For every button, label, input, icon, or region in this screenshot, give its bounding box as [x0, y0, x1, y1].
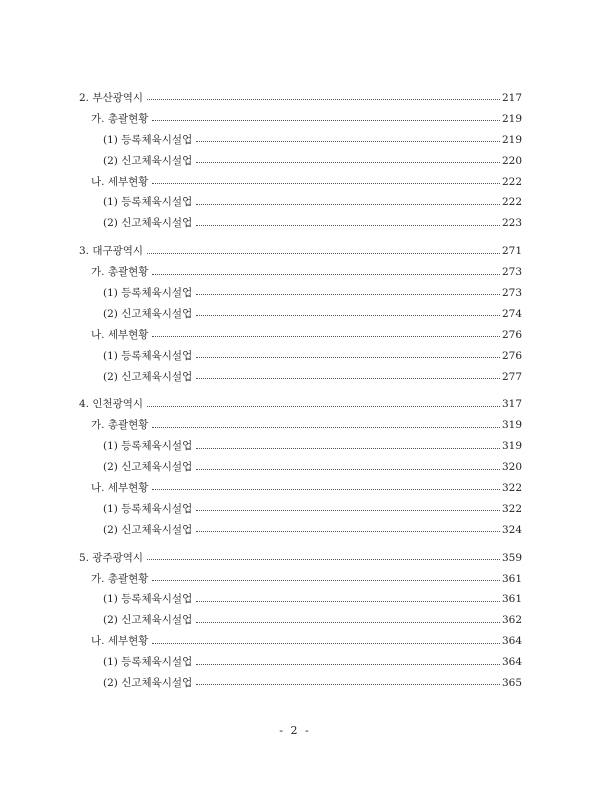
dot-leader: [196, 621, 500, 623]
toc-entry-item-page-number: 274: [502, 307, 523, 320]
toc-entry-item-label: (2) 신고체육시설업: [103, 154, 193, 167]
dot-leader: [196, 356, 500, 358]
dot-leader: [152, 335, 500, 337]
toc-entry-section-page-number: 317: [502, 398, 523, 411]
toc-entry-item-label: (1) 등록체육시설업: [103, 593, 193, 606]
toc-section: [0, 241, 590, 387]
toc-entry-section-label: 4. 인천광역시: [79, 398, 144, 411]
toc-entry-subsection-label: 나. 세부현황: [91, 328, 149, 341]
toc-entry-subsection-label: 나. 세부현황: [91, 482, 149, 495]
toc-entry-section[interactable]: [0, 394, 590, 415]
dot-leader: [196, 161, 500, 163]
toc-entry-subsection[interactable]: [0, 478, 590, 499]
toc-entry-item-label: (1) 등록체육시설업: [103, 440, 193, 453]
dot-leader: [152, 182, 500, 184]
toc-entry-item-page-number: 361: [502, 593, 523, 606]
dot-leader: [152, 488, 500, 490]
toc-entry-item[interactable]: [0, 130, 590, 151]
toc-entry-item-label: (1) 등록체육시설업: [103, 502, 193, 515]
toc-entry-subsection-page-number: 361: [502, 572, 523, 585]
toc-entry-section-page-number: 271: [502, 245, 523, 258]
toc-entry-item[interactable]: [0, 520, 590, 541]
dot-leader: [196, 530, 500, 532]
toc-entry-subsection-page-number: 273: [502, 266, 523, 279]
toc-entry-item[interactable]: [0, 673, 590, 694]
dot-leader: [196, 377, 500, 379]
toc-entry-item-label: (2) 신고체육시설업: [103, 614, 193, 627]
toc-entry-subsection-label: 가. 총괄현황: [91, 112, 149, 125]
dot-leader: [147, 558, 500, 560]
toc-entry-subsection[interactable]: [0, 325, 590, 346]
dot-leader: [196, 600, 500, 602]
toc-entry-item-page-number: 365: [502, 677, 523, 690]
toc-entry-subsection-label: 가. 총괄현황: [91, 419, 149, 432]
toc-entry-subsection-label: 나. 세부현황: [91, 175, 149, 188]
dot-leader: [147, 98, 500, 100]
toc-entry-subsection-page-number: 319: [502, 419, 523, 432]
dot-leader: [196, 293, 500, 295]
toc-entry-item-page-number: 219: [502, 133, 523, 146]
toc-entry-item[interactable]: [0, 346, 590, 367]
toc-entry-item-page-number: 324: [502, 523, 523, 536]
toc-entry-item-label: (2) 신고체육시설업: [103, 217, 193, 230]
dot-leader: [147, 252, 500, 254]
toc-entry-item-label: (2) 신고체육시설업: [103, 461, 193, 474]
toc-entry-section[interactable]: [0, 548, 590, 569]
toc-entry-item[interactable]: [0, 457, 590, 478]
toc-entry-item[interactable]: [0, 367, 590, 388]
toc-entry-item-page-number: 322: [502, 502, 523, 515]
toc-entry-item-page-number: 220: [502, 154, 523, 167]
page-footer-number: - 2 -: [279, 724, 311, 737]
toc-entry-item[interactable]: [0, 304, 590, 325]
toc-section: [0, 394, 590, 540]
toc-entry-section-label: 2. 부산광역시: [79, 92, 144, 104]
toc-section: [0, 88, 590, 234]
toc-entry-subsection-page-number: 322: [502, 482, 523, 495]
toc-entry-item[interactable]: [0, 151, 590, 172]
toc-entry-section[interactable]: [0, 241, 590, 262]
toc-entry-item[interactable]: [0, 589, 590, 610]
toc-entry-item-page-number: 319: [502, 440, 523, 453]
toc-entry-section-page-number: 217: [502, 92, 523, 104]
toc-entry-subsection[interactable]: [0, 415, 590, 436]
toc-section: [0, 548, 590, 694]
toc-entry-section[interactable]: [0, 88, 590, 109]
toc-entry-item[interactable]: [0, 436, 590, 457]
toc-entry-item[interactable]: [0, 192, 590, 213]
toc-entry-item-label: (1) 등록체육시설업: [103, 133, 193, 146]
toc-entry-section-label: 5. 광주광역시: [79, 551, 144, 564]
toc-entry-item-page-number: 277: [502, 370, 523, 383]
toc-entry-subsection-page-number: 222: [502, 175, 523, 188]
toc-entry-item-label: (2) 신고체육시설업: [103, 677, 193, 690]
toc-entry-item-label: (1) 등록체육시설업: [103, 656, 193, 669]
dot-leader: [196, 314, 500, 316]
toc-entry-subsection-page-number: 276: [502, 328, 523, 341]
toc-entry-subsection[interactable]: [0, 262, 590, 283]
toc-entry-item-label: (2) 신고체육시설업: [103, 307, 193, 320]
dot-leader: [196, 224, 500, 226]
dot-leader: [196, 203, 500, 205]
toc-entry-item-page-number: 276: [502, 349, 523, 362]
toc-entry-item-label: (1) 등록체육시설업: [103, 287, 193, 300]
toc-entry-item[interactable]: [0, 610, 590, 631]
dot-leader: [196, 140, 500, 142]
dot-leader: [196, 447, 500, 449]
toc-entry-item-label: (2) 신고체육시설업: [103, 523, 193, 536]
toc-entry-item-page-number: 364: [502, 656, 523, 669]
dot-leader: [152, 119, 500, 121]
toc-entry-section-label: 3. 대구광역시: [79, 245, 144, 258]
toc-entry-item[interactable]: [0, 283, 590, 304]
toc-entry-item[interactable]: [0, 213, 590, 234]
table-of-contents: [0, 88, 590, 701]
dot-leader: [152, 273, 500, 275]
toc-entry-item-label: (2) 신고체육시설업: [103, 370, 193, 383]
dot-leader: [196, 468, 500, 470]
toc-entry-subsection-label: 나. 세부현황: [91, 635, 149, 648]
dot-leader: [152, 642, 500, 644]
dot-leader: [152, 426, 500, 428]
toc-entry-subsection[interactable]: [0, 109, 590, 130]
toc-entry-subsection[interactable]: [0, 631, 590, 652]
toc-entry-item-page-number: 223: [502, 217, 523, 230]
dot-leader: [147, 405, 500, 407]
toc-entry-subsection-page-number: 219: [502, 112, 523, 125]
toc-entry-subsection-label: 가. 총괄현황: [91, 266, 149, 279]
toc-entry-item-label: (1) 등록체육시설업: [103, 349, 193, 362]
toc-entry-subsection[interactable]: [0, 172, 590, 193]
toc-entry-item-page-number: 222: [502, 196, 523, 209]
toc-entry-item-page-number: 320: [502, 461, 523, 474]
dot-leader: [196, 509, 500, 511]
toc-entry-item-page-number: 362: [502, 614, 523, 627]
toc-entry-subsection[interactable]: [0, 569, 590, 590]
dot-leader: [196, 683, 500, 685]
toc-entry-section-page-number: 359: [502, 551, 523, 564]
toc-entry-item[interactable]: [0, 499, 590, 520]
dot-leader: [152, 579, 500, 581]
toc-entry-subsection-page-number: 364: [502, 635, 523, 648]
toc-entry-item-page-number: 273: [502, 287, 523, 300]
toc-entry-subsection-label: 가. 총괄현황: [91, 572, 149, 585]
toc-entry-item-label: (1) 등록체육시설업: [103, 196, 193, 209]
toc-entry-item[interactable]: [0, 652, 590, 673]
dot-leader: [196, 663, 500, 665]
